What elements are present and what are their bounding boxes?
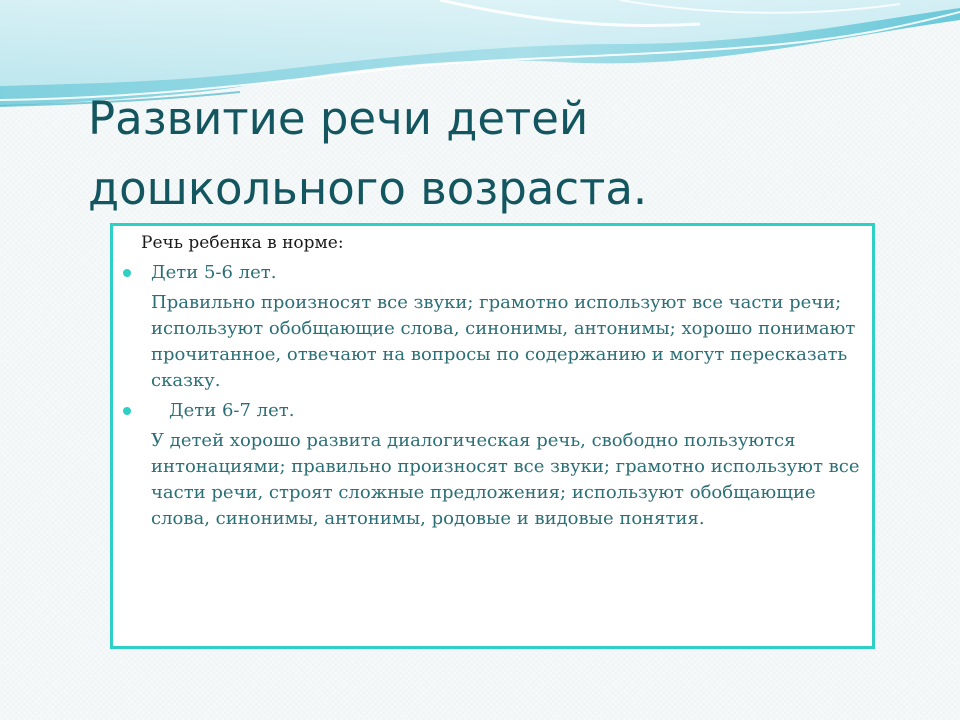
bullet-item xyxy=(113,260,872,288)
age-group-6-7 xyxy=(113,398,872,532)
intro-text: Речь ребенка в норме: xyxy=(141,233,344,253)
group-description: Правильно произносят все звуки; грамотно используют все части речи; используют обобщающие слова, синонимы, антонимы; хорошо понимают прочитанное, отвечают на вопросы по содержанию и могут пересказать сказку. xyxy=(151,292,856,391)
age-group-5-6 xyxy=(113,260,872,394)
bullet-icon xyxy=(123,269,131,277)
slide-title: Развитие речи детей дошкольного возраста. xyxy=(88,92,648,215)
bullet-icon xyxy=(123,407,131,415)
group-heading: Дети 6-7 лет. xyxy=(169,400,295,421)
content-body xyxy=(113,226,872,646)
group-heading: Дети 5-6 лет. xyxy=(151,262,277,283)
content-frame xyxy=(110,223,875,649)
bullet-item xyxy=(113,398,872,426)
group-description: У детей хорошо развита диалогическая речь, свободно пользуются интонациями; правильно произносят все звуки; грамотно используют все части речи, строят сложные предложения; используют обобщающие слова, синонимы, антонимы, родовые и видовые понятия. xyxy=(151,430,860,529)
